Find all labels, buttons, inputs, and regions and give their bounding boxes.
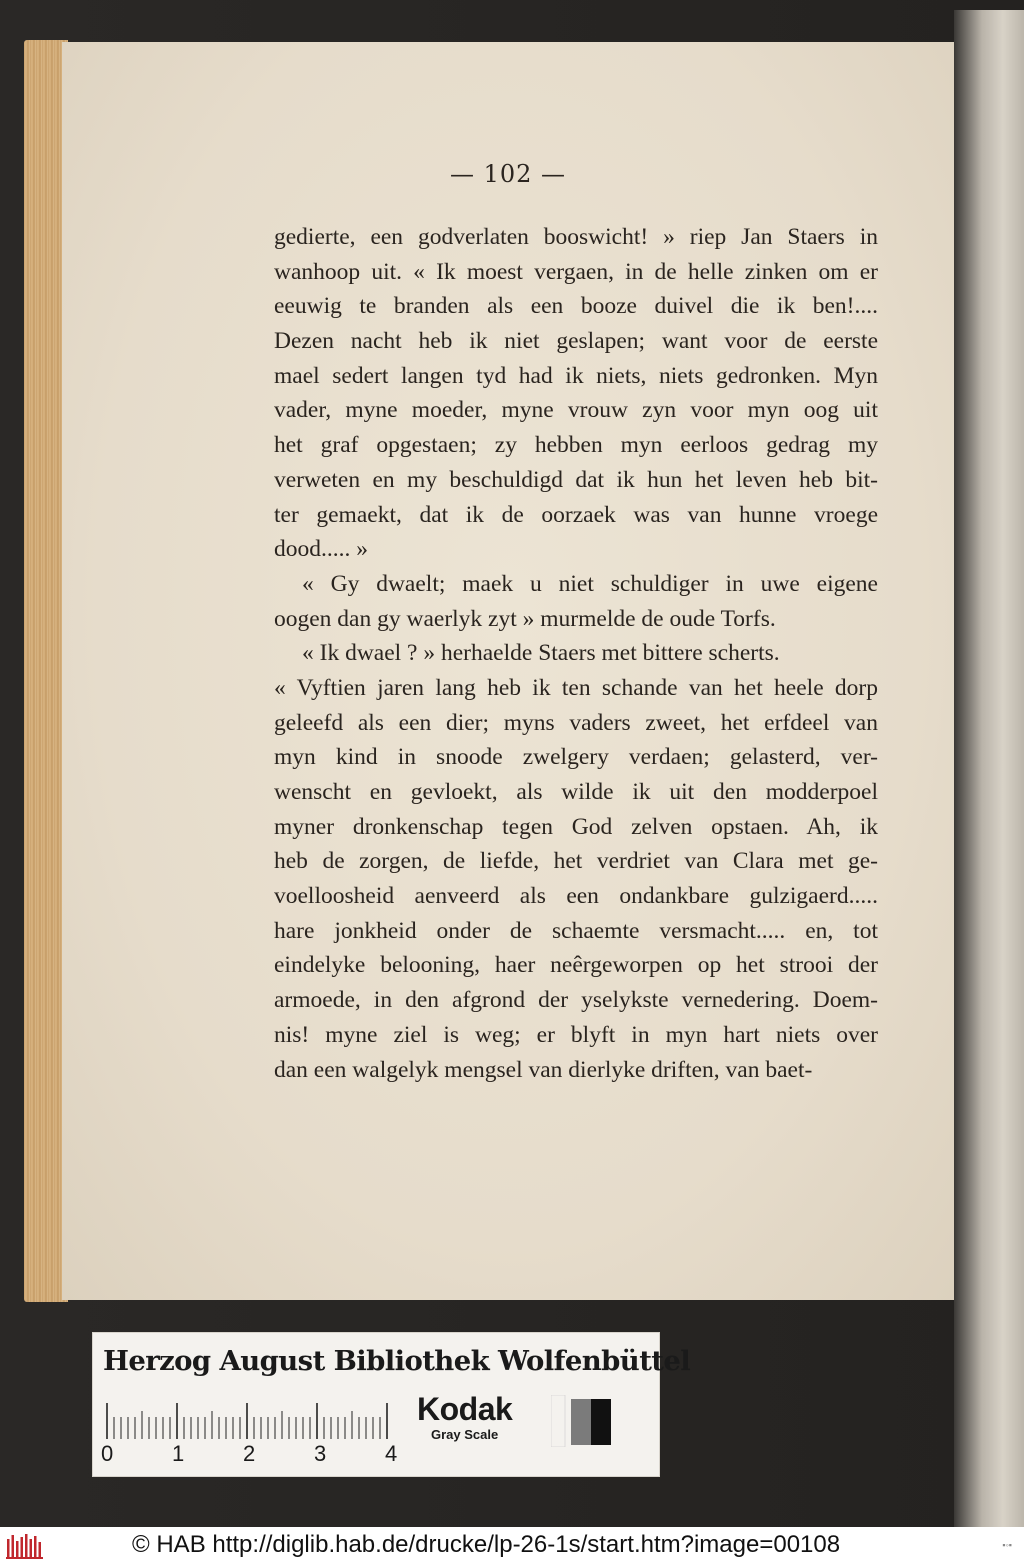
text-line: Dezen nacht heb ik niet geslapen; want voor de eerste <box>274 328 878 355</box>
text-line: mael sedert langen tyd had ik niets, niets gedronken. Myn <box>274 362 878 389</box>
kodak-logo: Kodak <box>417 1391 513 1427</box>
gray-scale-patches <box>551 1395 611 1447</box>
ruler-number: 3 <box>314 1441 327 1466</box>
page-text <box>274 220 878 1087</box>
footer-bar <box>0 1527 1024 1566</box>
text-line: eindelyke belooning, haer neêrgeworpen op het strooi der <box>274 952 878 979</box>
ruler-numbers <box>101 1441 401 1469</box>
text-line: gedierte, een godverlaten booswicht! » riep Jan Staers in <box>274 224 878 250</box>
book-page <box>62 42 954 1300</box>
ruler-scale <box>105 1401 395 1441</box>
text-line: « Vyftien jaren lang heb ik ten schande van het heele dorp <box>274 674 878 701</box>
text-line: eeuwig te branden als een booze duivel die ik ben!.... <box>274 293 878 320</box>
footer-source-link[interactable]: © HAB http://diglib.hab.de/drucke/lp-26-1s/start.htm?image=00108 <box>132 1531 841 1558</box>
text-line: wenscht en gevloekt, als wilde ik uit den modderpoel <box>274 779 878 805</box>
text-line: heb de zorgen, de liefde, het verdriet van Clara met ge- <box>274 848 878 875</box>
text-line: myn kind in snoode zwelgery verdaen; gelasterd, ver- <box>274 744 878 771</box>
ruler-number: 1 <box>172 1441 185 1466</box>
text-line: het graf opgestaen; zy hebben myn eerloos gedrag my <box>274 432 878 459</box>
text-line: « Gy dwaelt; maek u niet schuldiger in uwe eigene <box>302 570 878 597</box>
text-line: verweten en my beschuldigd dat ik hun het leven heb bit- <box>274 466 878 493</box>
ruler-number: 4 <box>385 1441 398 1466</box>
text-line: dan een walgelyk mengsel van dierlyke driften, van baet- <box>274 1056 813 1083</box>
text-line: « Ik dwael ? » herhaelde Staers met bittere scherts. <box>302 640 780 667</box>
text-line: wanhoop uit. « Ik moest vergaen, in de helle zinken om er <box>274 258 878 285</box>
text-line: dood..... » <box>274 536 368 563</box>
text-line: myner dronkenschap tegen God zelven opstaen. Ah, ik <box>274 813 878 840</box>
page-number: — 102 — <box>449 160 567 188</box>
text-line: vader, myne moeder, myne vrouw zyn voor myn oog uit <box>274 397 878 424</box>
library-name: Herzog August Bibliothek Wolfenbüttel <box>103 1345 691 1377</box>
text-line: armoede, in den afgrond der yselykste vernedering. Doem- <box>274 987 878 1014</box>
text-line: hare jonkheid onder de schaemte versmacht..... en, tot <box>274 917 878 944</box>
book-gutter <box>954 10 1024 1527</box>
text-line: geleefd als een dier; myns vaders zweet, het erfdeel van <box>274 709 878 736</box>
ruler-number: 2 <box>243 1441 256 1466</box>
text-line: voelloosheid aenveerd als een ondankbare gulzigaerd..... <box>274 883 878 910</box>
text-line: ter gemaekt, dat ik de oorzaek was van hunne vroege <box>274 501 878 528</box>
ruler-number: 0 <box>101 1441 114 1466</box>
library-label-card <box>92 1332 691 1477</box>
text-line: oogen dan gy waerlyk zyt » murmelde de oude Torfs. <box>274 605 776 632</box>
hab-logo-icon <box>6 1533 46 1559</box>
text-line: nis! myne ziel is weg; er blyft in myn hart niets over <box>274 1021 878 1048</box>
footer-mark: ▪◦▪ <box>1002 1540 1012 1550</box>
kodak-gray-scale-label: Gray Scale <box>431 1427 499 1442</box>
